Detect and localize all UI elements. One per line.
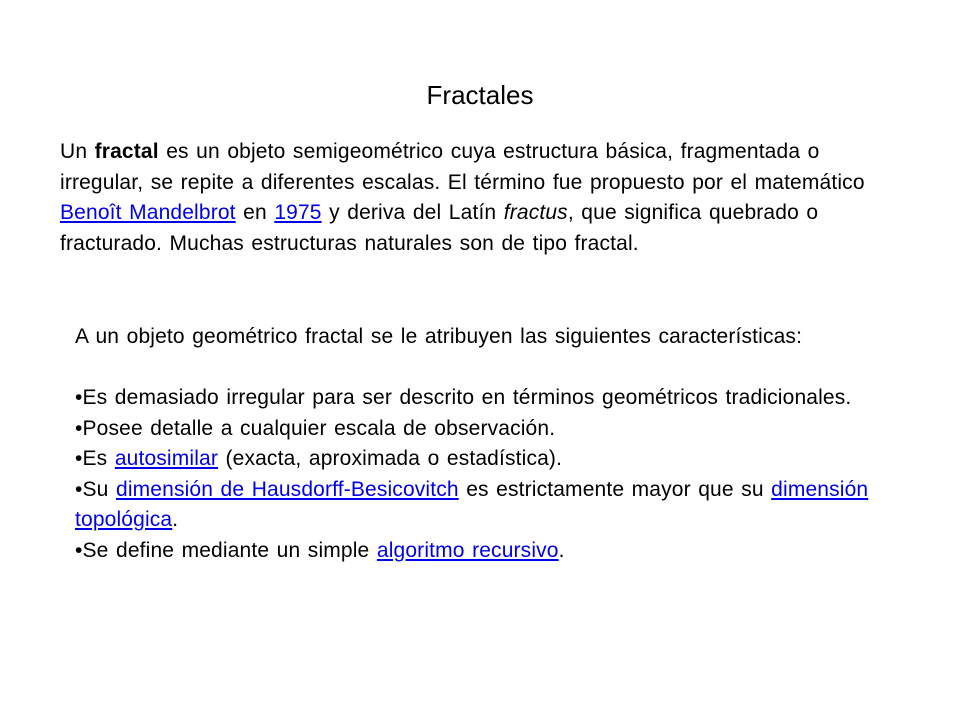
list-item	[75, 383, 895, 414]
list-item	[75, 536, 895, 567]
list-item	[75, 444, 895, 475]
bullet-icon: •	[75, 477, 83, 501]
intro-italic-word: fractus	[503, 201, 568, 224]
intro-paragraph	[60, 137, 900, 259]
item-text-4-pre: Su	[82, 477, 116, 501]
item-text-3-pre: Es	[82, 447, 115, 470]
year-1975-link[interactable]: 1975	[274, 201, 322, 224]
intro-bold-term: fractal	[94, 140, 159, 163]
intro-text-2: es un objeto semigeométrico cuya estructura básica, fragmentada o irregular, se repite a diferentes escalas. El término fue propuesto por el matemático	[60, 140, 865, 194]
characteristics-lead: A un objeto geométrico fractal se le atribuyen las siguientes características:	[75, 325, 803, 348]
list-item	[75, 414, 895, 445]
autosimilar-link[interactable]: autosimilar	[114, 447, 218, 470]
bullet-icon: •	[75, 538, 83, 562]
item-text-1: Es demasiado irregular para ser descrito en términos geométricos tradicionales.	[82, 386, 852, 409]
page-title: Fractales	[426, 80, 534, 110]
intro-text-4: y deriva del Latín	[321, 201, 504, 224]
bullet-icon: •	[75, 416, 83, 440]
intro-text-3: en	[235, 201, 275, 224]
hausdorff-dimension-link[interactable]: dimensión de Hausdorff-Besicovitch	[116, 477, 459, 501]
item-text-5-post: .	[558, 538, 565, 562]
item-text-4-mid: es estrictamente mayor que su	[458, 477, 772, 501]
intro-text-5: , que significa quebrado o fracturado. Muchas estructuras naturales son de tipo fractal.	[60, 201, 819, 255]
characteristics-section	[75, 322, 895, 566]
intro-text-1: Un	[60, 140, 95, 163]
bullet-icon: •	[75, 447, 83, 470]
list-item	[75, 475, 895, 536]
item-text-5-pre: Se define mediante un simple	[82, 538, 377, 562]
bullet-icon: •	[75, 386, 83, 409]
mandelbrot-link[interactable]: Benoît Mandelbrot	[60, 201, 236, 224]
item-text-3-post: (exacta, aproximada o estadística).	[218, 447, 563, 470]
item-text-2: Posee detalle a cualquier escala de observación.	[82, 416, 556, 440]
item-text-4-post: .	[172, 508, 179, 531]
topological-dimension-link[interactable]: dimensión topológica	[75, 477, 869, 531]
recursive-algorithm-link[interactable]: algoritmo recursivo	[376, 538, 559, 562]
